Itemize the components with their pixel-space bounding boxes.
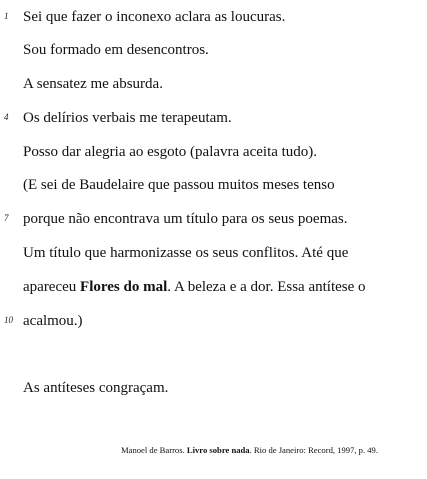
- poem-line-6: [0, 174, 427, 200]
- poem-line-8: [0, 242, 427, 268]
- line-number: 4: [4, 112, 9, 122]
- poem-line-9: [0, 276, 427, 302]
- line-text: [23, 276, 366, 298]
- line-text: acalmou.): [23, 313, 83, 329]
- line-text-end: . A beleza e a dor. Essa antítese o: [167, 279, 366, 295]
- poem-line-3: [0, 73, 427, 99]
- poem-line-7: [0, 208, 427, 234]
- line-number: 1: [4, 11, 9, 21]
- line-text: A sensatez me absurda.: [23, 76, 163, 92]
- poem-line-1: [0, 6, 427, 32]
- poem-line-5: [0, 141, 427, 167]
- line-text: (E sei de Baudelaire que passou muitos meses tenso: [23, 177, 335, 193]
- poem-line-4: [0, 107, 427, 133]
- line-text-start: apareceu: [23, 279, 81, 295]
- citation: [121, 445, 378, 455]
- line-text: Sou formado em desencontros.: [23, 42, 209, 58]
- citation-author: Manoel de Barros.: [121, 445, 187, 455]
- book-title: Flores do mal: [80, 279, 168, 295]
- line-text: As antíteses congraçam.: [23, 380, 169, 396]
- citation-book-title: Livro sobre nada: [186, 445, 250, 455]
- citation-publication: . Rio de Janeiro: Record, 1997, p. 49.: [249, 445, 379, 455]
- poem-line-11: [0, 377, 427, 403]
- line-text: Sei que fazer o inconexo aclara as loucuras.: [23, 9, 286, 25]
- line-text: porque não encontrava um título para os seus poemas.: [23, 211, 348, 227]
- poem-line-2: [0, 39, 427, 65]
- poem-line-10: [0, 310, 427, 336]
- line-text: Um título que harmonizasse os seus conflitos. Até que: [23, 245, 349, 261]
- line-text: Posso dar alegria ao esgoto (palavra aceita tudo).: [23, 144, 318, 160]
- line-number: 7: [4, 213, 9, 223]
- line-number: 10: [4, 315, 13, 325]
- line-text: Os delírios verbais me terapeutam.: [23, 110, 232, 126]
